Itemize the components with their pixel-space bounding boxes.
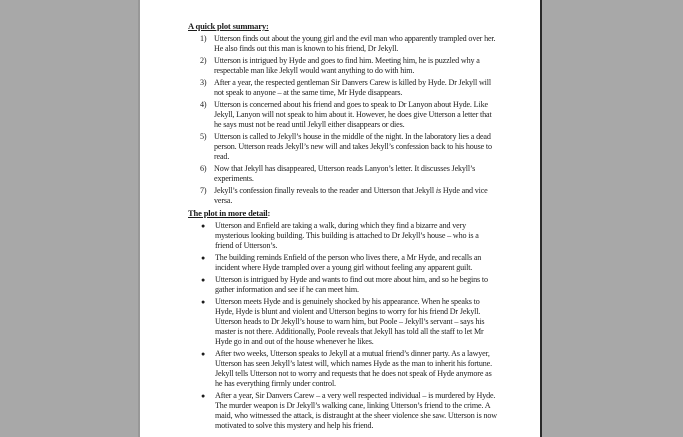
detail-bullet-text: After a year, Sir Danvers Carew – a very well respected individual – is murdered by Hyde. The murder weapon is Dr Jekyll’s walking cane, linking Utterson’s friend to the crime. A maid, who witnessed the attack, is distraught at the sheer violence she saw. Utterson is now motivated to solve this mystery and help his friend. [215,391,497,430]
detail-bullet-text: Utterson is intrigued by Hyde and wants to find out more about him, and so he begins to gather information and see if he can meet him. [215,275,488,294]
detail-bullet-text: Utterson and Enfield are taking a walk, during which they find a bizarre and very mysterious looking building. This building is attached to Dr Jekyll’s house – who is a friend of Utterson’s. [215,221,479,250]
plot-detail-heading-colon: : [267,208,271,218]
detail-bullet-text: After two weeks, Utterson speaks to Jekyll at a mutual friend’s dinner party. As a lawyer, Utterson has seen Jekyll’s latest will, which names Hyde as the man to inherit his fortune. Jekyll tells Utterson not to worry and requests that he does not speak of Hyde anymore as he has everything firmly under control. [215,349,492,388]
detail-bullet-6 [188,391,498,431]
bullet-icon: ● [201,350,206,358]
summary-item-text: Now that Jekyll has disappeared, Utterson reads Lanyon’s letter. It discusses Jekyll’s experiments. [214,164,476,183]
detail-bullet-text: Utterson meets Hyde and is genuinely shocked by his appearance. When he speaks to Hyde, Hyde is blunt and violent and Utterson begins to worry for his friend Dr Jekyll. Utterson heads to Dr Jekyll’s house to warn him, but Poole – Jekyll’s servant – says his master is not there. Additionally, Poole reveals that Jekyll has told all the staff to let Mr Hyde go in and out of the house whenever he likes. [215,297,485,346]
summary-item-text: Utterson is intrigued by Hyde and goes to find him. Meeting him, he is puzzled why a respectable man like Jekyll would want anything to do with him. [214,56,480,75]
plot-detail-heading-text: The plot in more detail [188,208,268,218]
plot-detail-heading [188,208,498,218]
bullet-icon: ● [201,254,206,262]
summary-item-5 [188,132,498,162]
summary-item-3 [188,78,498,98]
detail-bullet-2 [188,253,498,273]
summary-item-2 [188,56,498,76]
bullet-icon: ● [201,392,206,400]
summary-item-text: After a year, the respected gentleman Sir Danvers Carew is killed by Hyde. Dr Jekyll will not speak to anyone – at the same time, Mr Hyde disappears. [214,78,491,97]
summary-item-text: Utterson is concerned about his friend and goes to speak to Dr Lanyon about Hyde. Like Jekyll, Lanyon will not speak to him about it. However, he does give Utterson a letter that he says must not be read until Jekyll either disappears or dies. [214,100,492,129]
plot-summary-heading-text: A quick plot summary: [188,21,269,31]
list-number: 3) [200,78,207,87]
summary-item-6 [188,164,498,184]
bullet-icon: ● [201,298,206,306]
list-number: 5) [200,132,207,141]
summary-item-text-after: Hyde and vice versa. [214,186,488,205]
detail-bullet-text: The building reminds Enfield of the person who lives there, a Mr Hyde, and recalls an incident where Hyde trampled over a young girl without feeling any apparent guilt. [215,253,482,272]
summary-item-text-italic: is [435,186,441,195]
list-number: 4) [200,100,207,109]
detail-bullet-4 [188,297,498,347]
bullet-icon: ● [201,276,206,284]
list-number: 2) [200,56,207,65]
summary-item-text: Utterson finds out about the young girl and the evil man who apparently trampled over her. He also finds out this man is known to his friend, Dr Jekyll. [214,34,496,53]
list-number: 6) [200,164,207,173]
detail-bullet-5 [188,349,498,389]
plot-summary-heading [188,21,498,31]
detail-bullet-3 [188,275,498,295]
summary-item-text-before: Jekyll’s confession finally reveals to the reader and Utterson that Jekyll [214,186,436,195]
summary-item-4 [188,100,498,130]
document-page [138,0,542,437]
summary-item-text: Utterson is called to Jekyll’s house in the middle of the night. In the laboratory lies a dead person. Utterson reads Jekyll’s new will and takes Jekyll’s confession back to his house to read. [214,132,492,161]
summary-item-text [214,186,498,206]
detail-bullet-1 [188,221,498,251]
summary-item-7 [188,186,498,206]
list-number: 1) [200,34,207,43]
bullet-icon: ● [201,222,206,230]
list-number: 7) [200,186,207,195]
summary-item-1 [188,34,498,54]
